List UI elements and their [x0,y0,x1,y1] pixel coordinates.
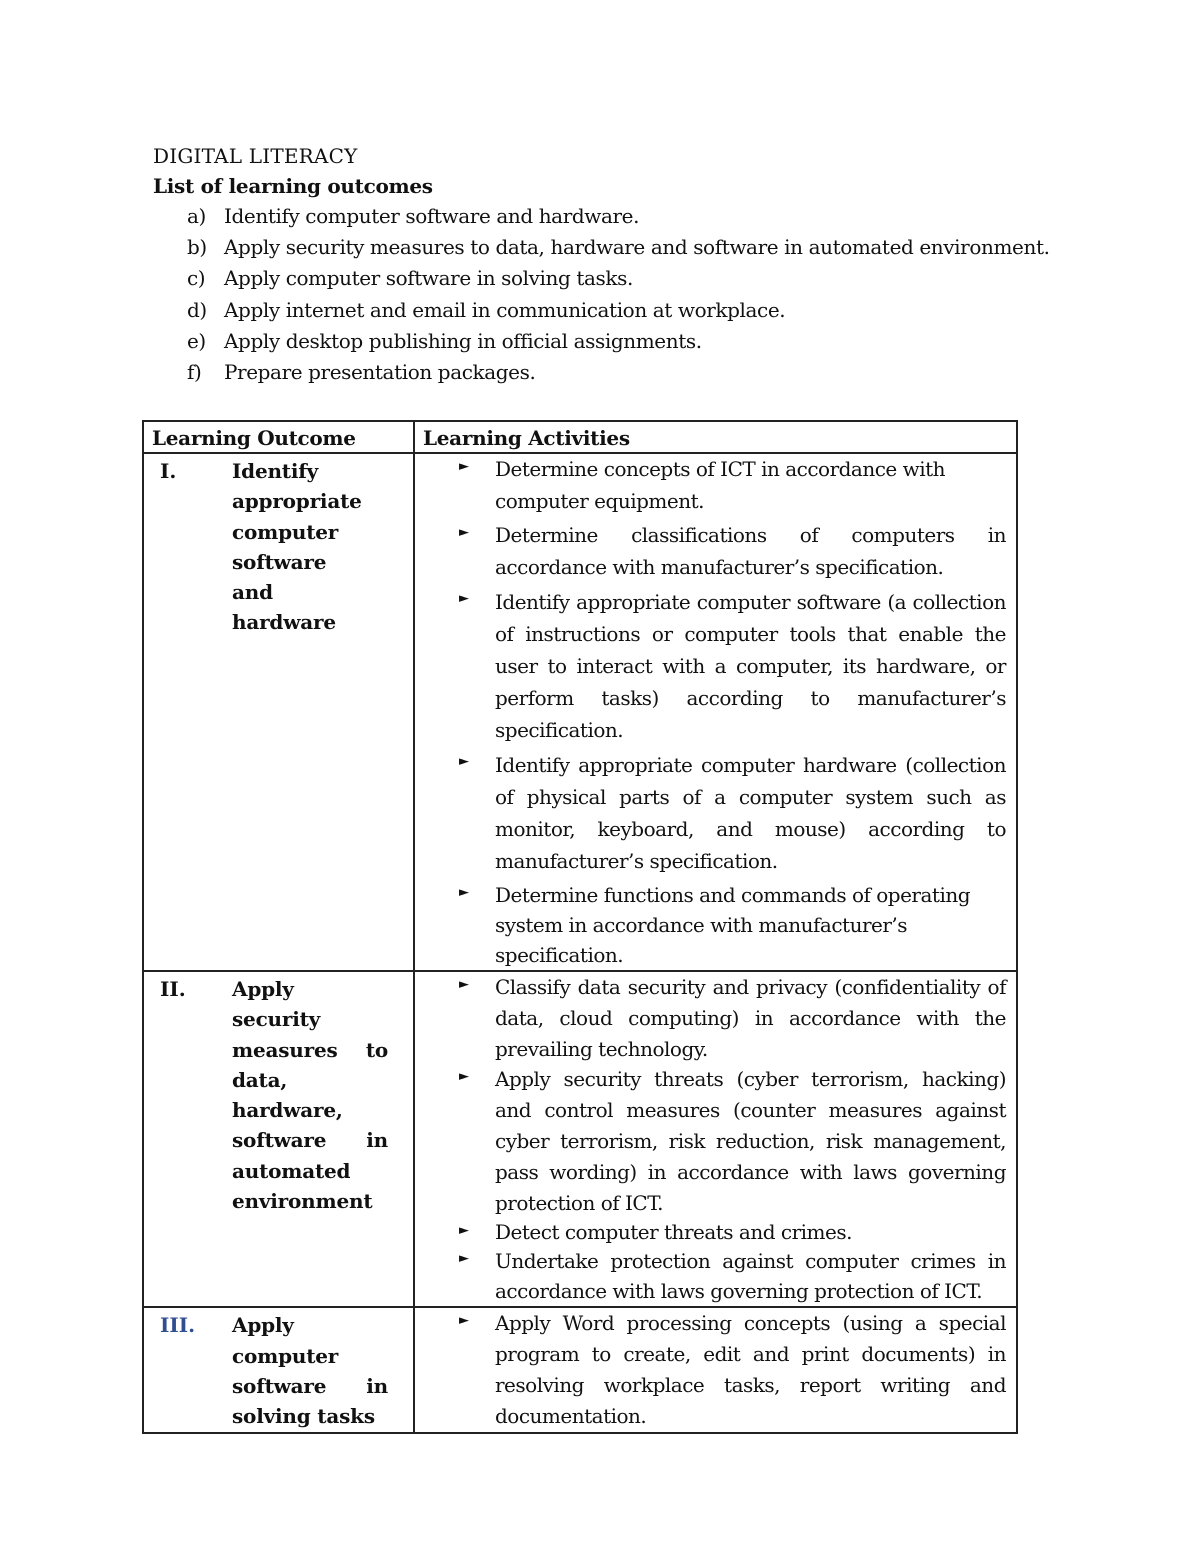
activity-text: Detect computer threats and crimes. [495,1220,852,1245]
column-header-learning-outcome: Learning Outcome [143,421,414,453]
list-item [187,359,1050,390]
table-row [143,971,1017,1307]
activity-item [459,749,1006,877]
list-item-text: Identify computer software and hardware. [224,204,640,228]
list-item [187,328,1050,359]
list-item [187,203,1050,234]
list-item [187,234,1050,265]
list-marker: f) [187,359,202,384]
table-row [143,453,1017,971]
list-item-text: Prepare presentation packages. [224,359,536,384]
outcome-title: Identify appropriate computer software and hardware [232,459,362,635]
activities-cell [414,453,1017,971]
document-title: DIGITAL LITERACY [153,144,358,168]
list-item-text: Apply security measures to data, hardware and software in automated environment. [224,235,1050,260]
right-pointer-icon: ► [459,1069,469,1084]
activity-item [459,1308,1006,1431]
activity-text: Undertake protection against computer crimes in accordance with laws governing protection of ICT. [495,1249,1006,1304]
activity-item [459,1246,1006,1306]
outcome-numeral: I. [160,459,177,483]
activity-text: Determine functions and commands of operating system in accordance with manufacturer’s specification. [495,883,971,967]
outcome-title: Apply security measures to data, hardware, software in automated environment [232,977,388,1214]
activity-text: Classify data security and privacy (confidentiality of data, cloud computing) in accordance with the prevailing technology. [495,975,1006,1061]
activities-cell [414,971,1017,1307]
activity-item [459,520,1006,583]
list-item [187,265,1050,296]
column-header-learning-activities: Learning Activities [414,421,1017,453]
right-pointer-icon: ► [459,885,469,900]
table-header-row [143,421,1017,453]
list-item-text: Apply desktop publishing in official assignments. [224,328,702,353]
learning-outcomes-list [187,203,1050,390]
outcome-title: Apply computer software in solving tasks [232,1313,388,1429]
activity-item [459,880,1006,970]
outcome-numeral: III. [160,1313,196,1338]
activity-item [459,1064,1006,1218]
list-marker: c) [187,266,206,291]
list-marker: a) [187,204,206,228]
right-pointer-icon: ► [459,754,469,769]
list-item [187,297,1050,328]
document-subtitle: List of learning outcomes [153,174,433,198]
right-pointer-icon: ► [459,976,469,992]
table-row [143,1307,1017,1432]
outcome-cell [143,1307,414,1432]
activity-text: Apply Word processing concepts (using a special program to create, edit and print documents) in resolving workplace tasks, report writing and documentation. [495,1311,1006,1428]
activity-item [459,972,1006,1064]
outcome-numeral: II. [160,977,186,1001]
activities-cell [414,1307,1017,1432]
activities-list [415,972,1016,1306]
activity-text: Apply security threats (cyber terrorism, hacking) and control measures (counter measures against cyber terrorism, risk reduction, risk management, pass wording) in accordance with laws governing protection of ICT. [495,1067,1006,1215]
activity-item [459,1218,1006,1246]
activity-text: Identify appropriate computer hardware (collection of physical parts of a computer system such as monitor, keyboard, and mouse) according to manufacturer’s specification. [495,753,1006,873]
activities-list [415,1308,1016,1431]
outcome-cell [143,971,414,1307]
right-pointer-icon: ► [459,525,469,541]
activity-text: Determine concepts of ICT in accordance with computer equipment. [495,457,946,513]
right-pointer-icon: ► [459,1223,469,1239]
list-item-text: Apply computer software in solving tasks. [224,266,633,291]
activity-text: Determine classifications of computers in accordance with manufacturer’s specification. [495,523,1006,579]
list-marker: d) [187,297,207,322]
right-pointer-icon: ► [459,1251,469,1267]
activities-list [415,454,1016,970]
right-pointer-icon: ► [459,1312,469,1328]
list-item-text: Apply internet and email in communication at workplace. [224,297,786,322]
list-marker: e) [187,328,206,353]
list-marker: b) [187,235,207,260]
activity-item [459,454,1006,517]
activity-text: Identify appropriate computer software (a collection of instructions or computer tools that enable the user to interact with a computer, its hardware, or perform tasks) according to manufacturer’s specification. [495,590,1006,742]
learning-outcomes-table [142,420,1018,1434]
activity-item [459,586,1006,746]
outcome-cell [143,453,414,971]
right-pointer-icon: ► [459,591,469,606]
right-pointer-icon: ► [459,459,469,475]
